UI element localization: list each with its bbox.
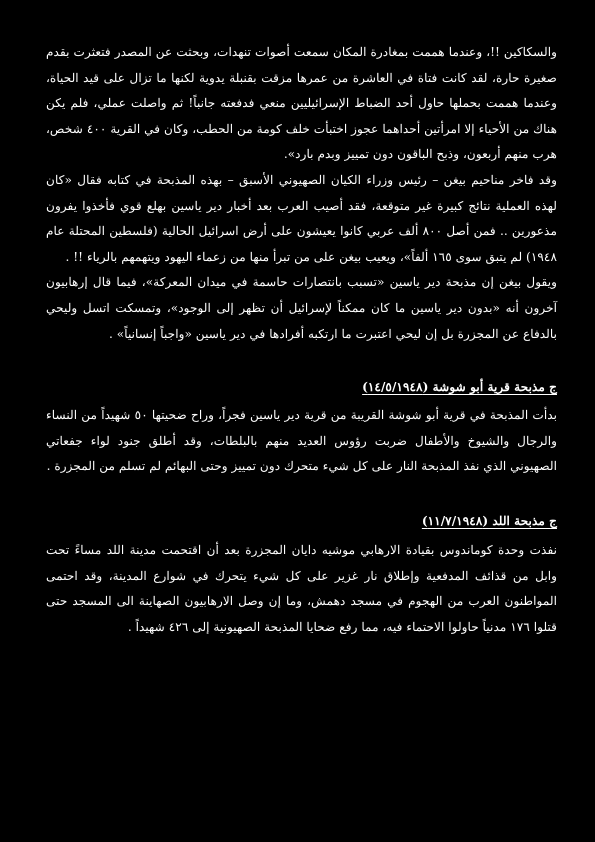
paragraph: وقد فاخر مناحيم بيغن – رئيس وزراء الكيان الصهيوني الأسبق – بهذه المذبحة في كتابه فقال «كان لهذه العملية نتائج كبيرة غير متوقعة، فقد أصيب العرب بعد أخبار دير ياسين بهلع قوي فأخذوا يفرون مذعورين .. فمن أصل ٨٠٠ ألف عربي كانوا يعيشون على أرض اسرائيل الحالية (فلسطين المحتلة عام ١٩٤٨) لم يتبق سوى ١٦٥ ألفاً»، ويعيب بيغن على من تبرأ منها من زعماء اليهود ويتهمهم بالرياء !! . bbox=[46, 172, 557, 264]
section-heading: ج مذبحة قرية أبو شوشة (١٤/٥/١٩٤٨) bbox=[362, 380, 557, 395]
section-heading: ج مذبحة اللد (١١/٧/١٩٤٨) bbox=[421, 513, 557, 528]
paragraph: نفذت وحدة كوماندوس بقيادة الارهابي موشيه دايان المجزرة بعد أن اقتحمت مدينة اللد مساءً تحت وابل من قذائف المدفعية وإطلاق نار غزير على كل شيء يتحرك في شوارع المدينة، وقد احتمى المواطنون العرب من الهجوم في مسجد دهمش، وما إن وصل الارهابيون الصهاينة الى المسجد حتى قتلوا ١٧٦ مدنياً حاولوا الاحتماء فيه، مما رفع ضحايا المذبحة الصهيونية إلى ٤٢٦ شهيداً . bbox=[46, 542, 557, 634]
paragraph: والسكاكين !!، وعندما هممت بمغادرة المكان سمعت أصوات تنهدات، وبحثت عن المصدر فتعثرت بقدم صغيرة حارة، لقد كانت فتاة في العاشرة من عمرها مزقت بقنبلة يدوية لكنها ما تزال على قيد الحياة، وعندما هممت بحملها حاول أحد الضباط الإسرائيليين منعي فدفعته جانباً! ثم واصلت عملي، فلم يكن هناك من الأحياء إلا امرأتين أحداهما عجوز اختبأت خلف كومة من الحطب، وكان في القرية ٤٠٠ شخص، هرب منهم أربعون، وذبح الباقون دون تمييز وبدم بارد». bbox=[46, 45, 557, 162]
paragraph: ويقول بيغن إن مذبحة دير ياسين «تسبب بانتصارات حاسمة في ميدان المعركة»، فيما قال إرهابيون آخرون أنه «بدون دير ياسين ما كان ممكناً لإسرائيل أن تظهر إلى الوجود»، وتمسكت اتسل وليحي بالدفاع عن المجزرة بل إن ليحي اعتبرت ما ارتكبه أفرادها في دير ياسين «واجباً إنسانياً» . bbox=[46, 275, 557, 341]
paragraph: بدأت المذبحة في قرية أبو شوشة القريبة من قرية دير ياسين فجراً، وراح ضحيتها ٥٠ شهيداً من النساء والرجال والشيوخ والأطفال ضربت رؤوس العديد منهم بالبلطات، وقد أطلق جنود لواء جفعاتي الصهيوني الذي نفذ المذبحة النار على كل شيء متحرك دون تمييز وحتى البهائم لم تسلم من المجزرة . bbox=[46, 408, 558, 474]
